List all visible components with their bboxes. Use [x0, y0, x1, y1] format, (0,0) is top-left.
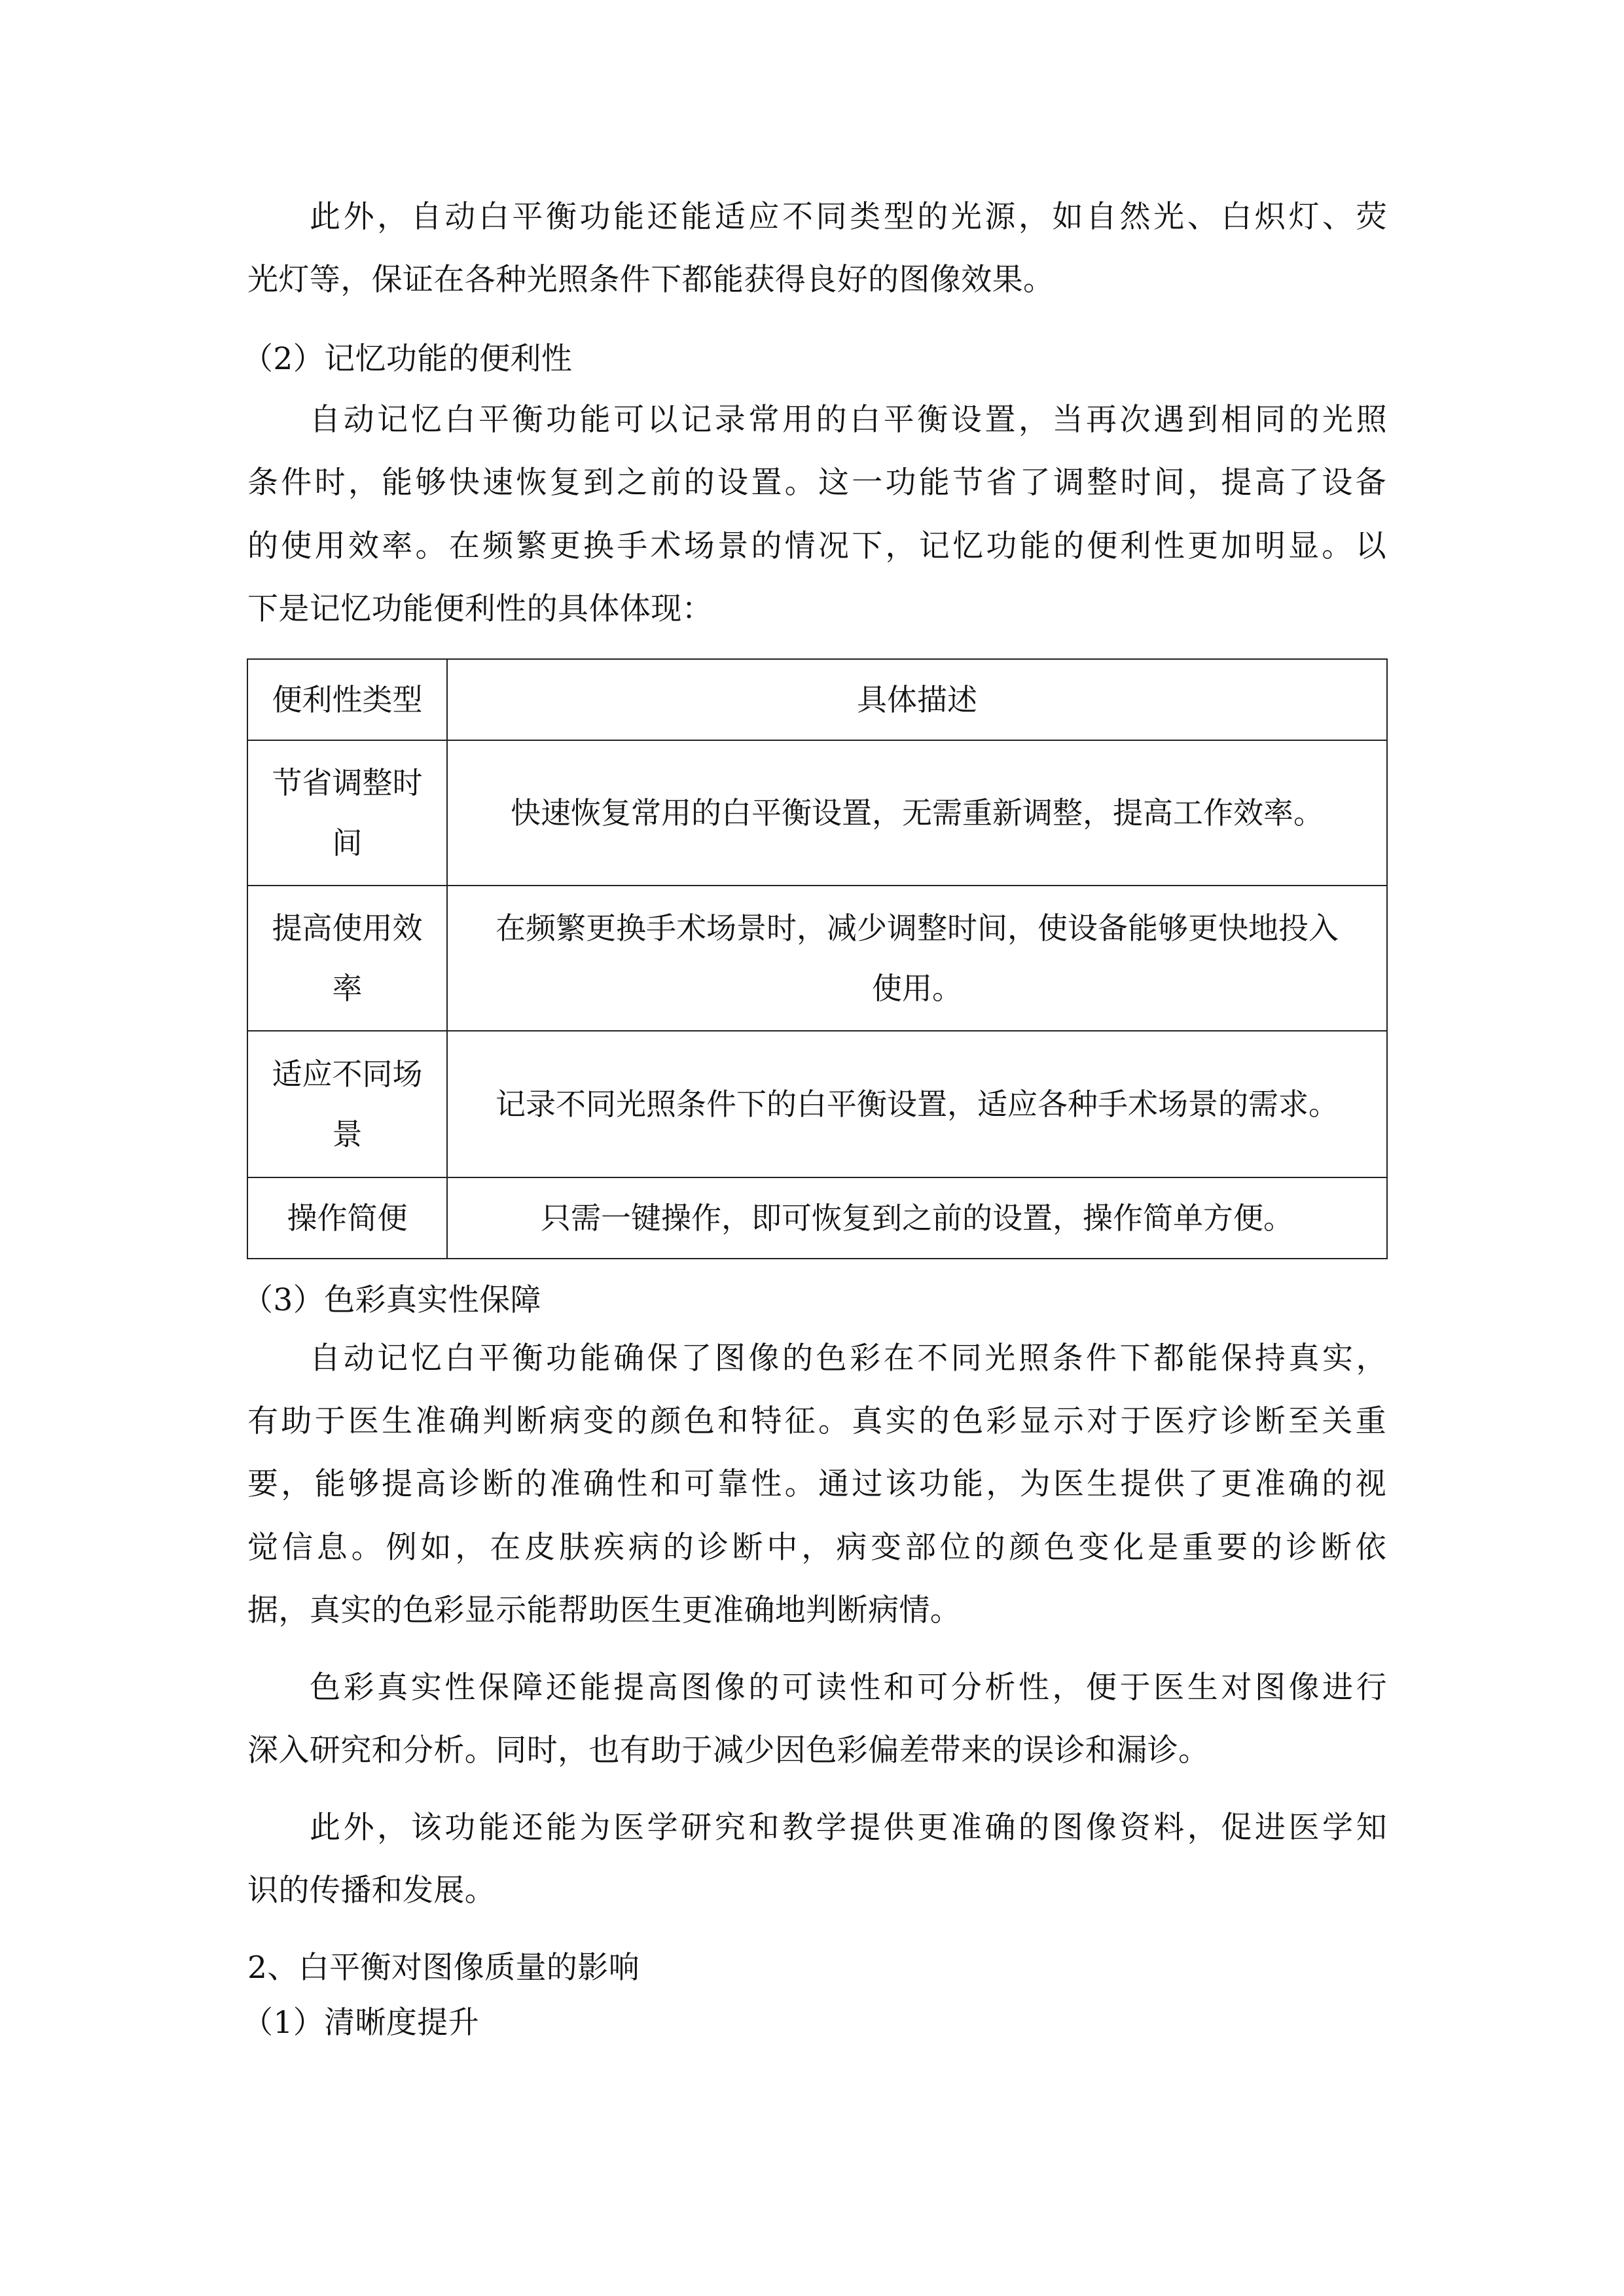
- table-cell-type: [247, 740, 447, 886]
- cell-text-line: 在频繁更换手术场景时，减少调整时间，使设备能够更快地投入: [496, 910, 1339, 946]
- table-cell-description: [447, 1031, 1387, 1177]
- paragraph-text-line: 此外，该功能还能为医学研究和教学提供更准确的图像资料，促进医学知: [310, 1810, 1387, 1846]
- section-heading: 2、白平衡对图像质量的影响: [247, 1950, 640, 1986]
- cell-text-line: 使用。: [872, 971, 962, 1006]
- cell-text-line: 率: [332, 971, 363, 1006]
- cell-text-line: 快速恢复常用的白平衡设置，无需重新调整，提高工作效率。: [511, 795, 1324, 831]
- table-header-cell: 便利性类型: [247, 659, 447, 740]
- paragraph-text-line: 据，真实的色彩显示能帮助医生更准确地判断病情。: [247, 1592, 962, 1628]
- paragraph-text-line: 条件时，能够快速恢复到之前的设置。这一功能节省了调整时间，提高了设备: [247, 465, 1386, 501]
- paragraph-text-line: 光灯等，保证在各种光照条件下都能获得良好的图像效果。: [247, 262, 1055, 298]
- benefit-table: [247, 658, 1388, 1259]
- paragraph-text-line: 深入研究和分析。同时，也有助于减少因色彩偏差带来的误诊和漏诊。: [247, 1732, 1210, 1768]
- table-row: [247, 740, 1387, 886]
- paragraph-text-line: 的使用效率。在频繁更换手术场景的情况下，记忆功能的便利性更加明显。以: [247, 528, 1386, 564]
- paragraph-text-line: 色彩真实性保障还能提高图像的可读性和可分析性，便于医生对图像进行: [310, 1670, 1387, 1706]
- subsection-heading: （2）记忆功能的便利性: [242, 341, 573, 377]
- paragraph-text-line: 自动记忆白平衡功能确保了图像的色彩在不同光照条件下都能保持真实，: [310, 1340, 1387, 1376]
- cell-text-line: 节省调整时: [272, 765, 423, 800]
- paragraph-text-line: 有助于医生准确判断病变的颜色和特征。真实的色彩显示对于医疗诊断至关重: [247, 1403, 1386, 1439]
- cell-text-line: 提高使用效: [272, 910, 423, 946]
- table-cell-description: [447, 886, 1387, 1031]
- table-cell-description: [447, 1177, 1387, 1259]
- paragraph-text-line: 觉信息。例如，在皮肤疾病的诊断中，病变部位的颜色变化是重要的诊断依: [247, 1530, 1386, 1566]
- subsection-heading: （3）色彩真实性保障: [242, 1282, 541, 1318]
- paragraph-text-line: 识的传播和发展。: [247, 1873, 496, 1909]
- table-cell-type: [247, 1177, 447, 1259]
- table-header-cell: 具体描述: [447, 659, 1387, 740]
- table-cell-description: [447, 740, 1387, 886]
- cell-text-line: 间: [332, 825, 363, 861]
- paragraph-text-line: 要，能够提高诊断的准确性和可靠性。通过该功能，为医生提供了更准确的视: [247, 1466, 1386, 1502]
- cell-text-line: 记录不同光照条件下的白平衡设置，适应各种手术场景的需求。: [496, 1086, 1339, 1122]
- table-row: [247, 1031, 1387, 1177]
- table-header-row: [247, 659, 1387, 740]
- cell-text-line: 景: [332, 1117, 363, 1152]
- table-row: [247, 1177, 1387, 1259]
- table-row: [247, 886, 1387, 1031]
- cell-text-line: 操作简便: [287, 1200, 408, 1236]
- paragraph-text-line: 此外，自动白平衡功能还能适应不同类型的光源，如自然光、白炽灯、荧: [310, 199, 1387, 235]
- table-cell-type: [247, 886, 447, 1031]
- subsection-heading: （1）清晰度提升: [242, 2005, 480, 2041]
- paragraph-text-line: 自动记忆白平衡功能可以记录常用的白平衡设置，当再次遇到相同的光照: [310, 402, 1387, 438]
- paragraph-text-line: 下是记忆功能便利性的具体体现：: [247, 591, 713, 627]
- cell-text-line: 只需一键操作，即可恢复到之前的设置，操作简单方便。: [541, 1200, 1293, 1236]
- table-cell-type: [247, 1031, 447, 1177]
- cell-text-line: 适应不同场: [272, 1056, 423, 1092]
